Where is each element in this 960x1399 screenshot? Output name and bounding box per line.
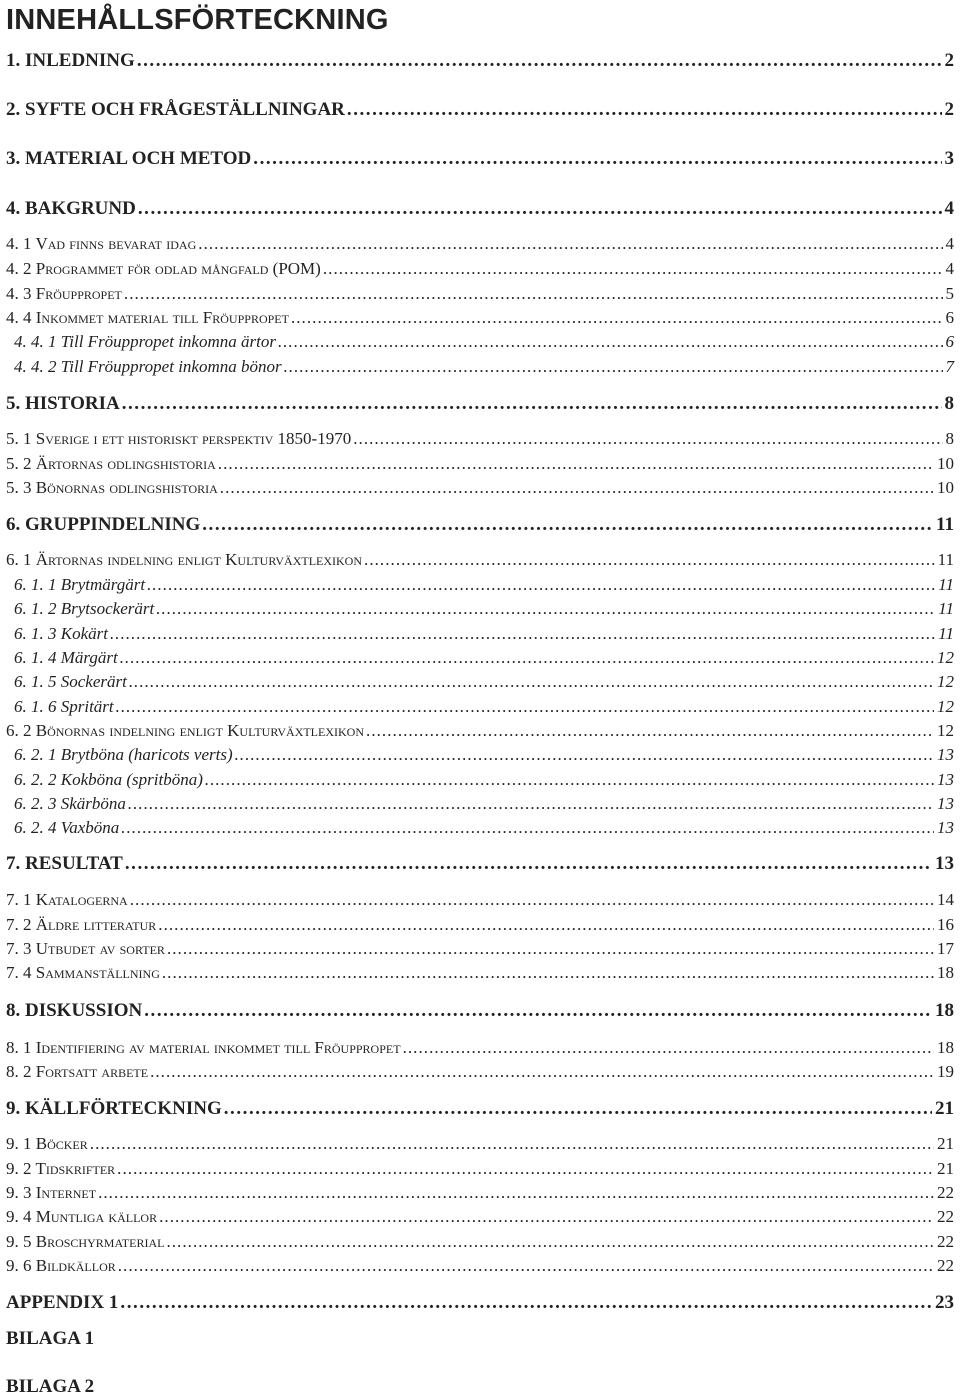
- toc-entry[interactable]: [6, 198, 954, 222]
- toc-entry-label: 4. 4. 2 Till Fröuppropet inkomna bönor: [14, 357, 282, 376]
- toc-entry-label: 5. 3 Bönornas odlingshistoria: [6, 478, 218, 497]
- toc-entry-page: 16: [937, 915, 954, 934]
- toc-entry[interactable]: [6, 1134, 954, 1158]
- toc-entry[interactable]: [6, 1098, 954, 1122]
- toc-leader-dots: [125, 853, 932, 875]
- bilaga-2-label: BILAGA 2: [6, 1376, 95, 1397]
- toc-entry-page: 14: [937, 890, 954, 909]
- toc-entry-label: 4. 1 Vad finns bevarat idag: [6, 234, 197, 253]
- toc-entry[interactable]: [6, 308, 954, 332]
- toc-entry[interactable]: [6, 259, 954, 283]
- toc-leader-dots: [167, 939, 934, 959]
- toc-leader-dots: [218, 454, 934, 474]
- toc-leader-dots: [159, 1207, 934, 1227]
- toc-leader-dots: [253, 148, 941, 170]
- toc-entry-page: 21: [935, 1098, 954, 1119]
- toc-entry[interactable]: [6, 454, 954, 478]
- toc-entry[interactable]: [6, 1232, 954, 1256]
- toc-leader-dots: [128, 794, 934, 814]
- toc-entry-label: 6. 2 Bönornas indelning enligt Kulturväxtlexikon: [6, 721, 365, 740]
- toc-entry[interactable]: [6, 853, 954, 877]
- toc-leader-dots: [347, 99, 942, 121]
- toc-leader-dots: [130, 890, 934, 910]
- toc-leader-dots: [124, 284, 943, 304]
- toc-leader-dots: [202, 514, 933, 536]
- toc-entry[interactable]: [6, 429, 954, 453]
- toc-entry-page: 8: [944, 393, 954, 414]
- toc-leader-dots: [158, 915, 934, 935]
- toc-entry-page: 11: [938, 599, 954, 618]
- toc-entry-label: 4. BAKGRUND: [6, 198, 136, 219]
- toc-entry-label: 6. 1. 5 Sockerärt: [14, 672, 127, 691]
- toc-entry-page: 12: [937, 697, 954, 716]
- toc-leader-dots: [121, 818, 934, 838]
- toc-entry[interactable]: [6, 393, 954, 417]
- toc-entry-label: 5. HISTORIA: [6, 393, 120, 414]
- toc-entry-label: 9. KÄLLFÖRTECKNING: [6, 1098, 222, 1119]
- toc-entry-page: 4: [945, 259, 954, 278]
- toc-entry-label: 8. DISKUSSION: [6, 1000, 143, 1021]
- toc-leader-dots: [323, 259, 943, 279]
- toc-entry-label: 7. 2 Äldre litteratur: [6, 915, 157, 934]
- toc-entry[interactable]: [6, 1159, 954, 1183]
- toc-entry[interactable]: [14, 357, 954, 381]
- toc-leader-dots: [162, 963, 934, 983]
- toc-entry-label: 9. 1 Böcker: [6, 1134, 88, 1153]
- toc-entry-page: 6: [945, 308, 954, 327]
- toc-entry-page: 12: [937, 648, 954, 667]
- toc-entry-page: 22: [937, 1256, 954, 1275]
- toc-entry-label: 7. 4 Sammanställning: [6, 963, 160, 982]
- toc-leader-dots: [205, 770, 934, 790]
- toc-heading: INNEHÅLLSFÖRTECKNING: [6, 4, 389, 36]
- toc-entry[interactable]: [6, 284, 954, 308]
- toc-entry-label: 5. 1 Sverige i ett historiskt perspektiv 1850-1970: [6, 429, 352, 448]
- toc-leader-dots: [120, 1292, 932, 1314]
- toc-entry-label: 4. 2 Programmet för odlad mångfald (POM): [6, 259, 321, 278]
- toc-entry[interactable]: [14, 745, 954, 769]
- toc-entry-label: 7. 3 Utbudet av sorter: [6, 939, 165, 958]
- toc-entry-label: 6. 1. 2 Brytsockerärt: [14, 599, 155, 618]
- toc-leader-dots: [147, 575, 935, 595]
- toc-entry-page: 13: [937, 794, 954, 813]
- toc-entry[interactable]: [6, 514, 954, 538]
- toc-entry-label: 9. 4 Muntliga källor: [6, 1207, 158, 1226]
- toc-entry[interactable]: [6, 1183, 954, 1207]
- toc-entry-label: 4. 3 Fröuppropet: [6, 284, 122, 303]
- toc-entry-page: 2: [944, 99, 954, 120]
- toc-entry-label: 6. 1. 6 Spritärt: [14, 697, 114, 716]
- toc-entry-page: 4: [944, 198, 954, 219]
- toc-entry-label: 6. 1. 4 Märgärt: [14, 648, 118, 667]
- toc-entry[interactable]: [6, 1038, 954, 1062]
- toc-leader-dots: [403, 1038, 934, 1058]
- toc-entry-page: 13: [937, 818, 954, 837]
- toc-entry-page: 17: [937, 939, 954, 958]
- toc-entry-page: 12: [937, 721, 954, 740]
- toc-entry-page: 22: [937, 1207, 954, 1226]
- toc-entry-label: 6. 2. 2 Kokböna (spritböna): [14, 770, 203, 789]
- toc-entry[interactable]: [6, 550, 954, 574]
- toc-entry[interactable]: [14, 794, 954, 818]
- toc-entry-page: 11: [938, 575, 954, 594]
- toc-entry-page: 4: [945, 234, 954, 253]
- toc-entry-page: 21: [937, 1159, 954, 1178]
- toc-leader-dots: [278, 332, 943, 352]
- toc-leader-dots: [90, 1134, 934, 1154]
- toc-entry[interactable]: [6, 915, 954, 939]
- toc-entry-label: 8. 2 Fortsatt arbete: [6, 1062, 149, 1081]
- toc-entry[interactable]: [14, 332, 954, 356]
- toc-entry-page: 18: [937, 963, 954, 982]
- toc-entry-label: 4. 4 Inkommet material till Fröuppropet: [6, 308, 289, 327]
- toc-entry-page: 11: [936, 514, 954, 535]
- toc-entry[interactable]: [14, 672, 954, 696]
- toc-entry-page: 6: [945, 332, 954, 351]
- toc-entry-label: 4. 4. 1 Till Fröuppropet inkomna ärtor: [14, 332, 276, 351]
- toc-entry-label: 7. 1 Katalogerna: [6, 890, 128, 909]
- toc-entry-label: 6. 2. 1 Brytböna (haricots verts): [14, 745, 233, 764]
- toc-entry-label: 9. 6 Bildkällor: [6, 1256, 116, 1275]
- toc-entry-page: 21: [937, 1134, 954, 1153]
- toc-entry-label: 6. GRUPPINDELNING: [6, 514, 201, 535]
- toc-entry-label: 6. 1. 3 Kokärt: [14, 624, 108, 643]
- toc-leader-dots: [118, 1256, 934, 1276]
- toc-entry-label: 6. 2. 4 Vaxböna: [14, 818, 120, 837]
- toc-entry-label: 6. 1 Ärtornas indelning enligt Kulturväxtlexikon: [6, 550, 363, 569]
- toc-entry-page: 13: [937, 745, 954, 764]
- toc-leader-dots: [366, 721, 934, 741]
- toc-entry[interactable]: [6, 1000, 954, 1024]
- toc-entry-label: 2. SYFTE OCH FRÅGESTÄLLNINGAR: [6, 99, 345, 120]
- toc-entry[interactable]: [6, 1062, 954, 1086]
- toc-entry[interactable]: [6, 478, 954, 502]
- toc-entry[interactable]: [6, 148, 954, 172]
- toc-entry[interactable]: [6, 234, 954, 258]
- toc-entry-label: 9. 3 Internet: [6, 1183, 97, 1202]
- toc-leader-dots: [291, 308, 943, 328]
- toc-entry[interactable]: [14, 624, 954, 648]
- toc-entry-label: 1. INLEDNING: [6, 50, 135, 71]
- toc-leader-dots: [284, 357, 943, 377]
- toc-entry-page: 18: [937, 1038, 954, 1057]
- toc-entry-page: 13: [935, 853, 954, 874]
- toc-leader-dots: [166, 1232, 934, 1252]
- toc-leader-dots: [364, 550, 935, 570]
- toc-entry-label: 6. 2. 3 Skärböna: [14, 794, 126, 813]
- toc-leader-dots: [353, 429, 942, 449]
- toc-entry-label: 6. 1. 1 Brytmärgärt: [14, 575, 146, 594]
- toc-leader-dots: [122, 393, 942, 415]
- toc-leader-dots: [137, 50, 942, 72]
- toc-entry-label: 5. 2 Ärtornas odlingshistoria: [6, 454, 216, 473]
- toc-entry-label: APPENDIX 1: [6, 1292, 119, 1313]
- toc-entry[interactable]: [14, 575, 954, 599]
- toc-entry-label: 9. 2 Tidskrifter: [6, 1159, 116, 1178]
- bilaga-1-label: BILAGA 1: [6, 1328, 95, 1349]
- toc-entry-page: 3: [944, 148, 954, 169]
- toc-entry-page: 22: [937, 1232, 954, 1251]
- toc-entry-page: 22: [937, 1183, 954, 1202]
- toc-entry-page: 10: [937, 454, 954, 473]
- toc-leader-dots: [198, 234, 942, 254]
- toc-entry[interactable]: [14, 599, 954, 623]
- toc-entry-label: 8. 1 Identifiering av material inkommet till Fröuppropet: [6, 1038, 401, 1057]
- toc-entry-label: 3. MATERIAL OCH METOD: [6, 148, 252, 169]
- toc-leader-dots: [110, 624, 935, 644]
- toc-entry-page: 18: [935, 1000, 954, 1021]
- toc-entry-page: 7: [945, 357, 954, 376]
- toc-entry-label: 9. 5 Broschyrmaterial: [6, 1232, 165, 1251]
- toc-leader-dots: [235, 745, 934, 765]
- toc-entry[interactable]: [6, 963, 954, 987]
- toc-entry[interactable]: [14, 648, 954, 672]
- toc-leader-dots: [117, 1159, 934, 1179]
- toc-entry-page: 12: [937, 672, 954, 691]
- toc-entry-page: 10: [937, 478, 954, 497]
- toc-entry-page: 19: [937, 1062, 954, 1081]
- toc-leader-dots: [138, 198, 942, 220]
- toc-leader-dots: [98, 1183, 934, 1203]
- toc-entry[interactable]: [14, 818, 954, 842]
- toc-entry-page: 8: [945, 429, 954, 448]
- toc-leader-dots: [144, 1000, 932, 1022]
- toc-entry[interactable]: [6, 1292, 954, 1316]
- toc-leader-dots: [129, 672, 934, 692]
- toc-leader-dots: [224, 1098, 932, 1120]
- toc-leader-dots: [116, 697, 934, 717]
- toc-entry[interactable]: [6, 721, 954, 745]
- toc-leader-dots: [156, 599, 935, 619]
- toc-entry[interactable]: [6, 890, 954, 914]
- toc-entry[interactable]: [6, 50, 954, 74]
- toc-entry-page: 23: [935, 1292, 954, 1313]
- toc-entry-page: 11: [937, 550, 954, 569]
- toc-entry[interactable]: [14, 697, 954, 721]
- toc-entry[interactable]: [14, 770, 954, 794]
- toc-leader-dots: [220, 478, 934, 498]
- toc-leader-dots: [120, 648, 934, 668]
- toc-entry[interactable]: [6, 99, 954, 123]
- toc-entry-label: 7. RESULTAT: [6, 853, 123, 874]
- toc-entry[interactable]: [6, 1256, 954, 1280]
- toc-entry[interactable]: [6, 939, 954, 963]
- toc-entry-page: 2: [944, 50, 954, 71]
- toc-entry-page: 11: [938, 624, 954, 643]
- toc-entry-page: 13: [937, 770, 954, 789]
- toc-leader-dots: [150, 1062, 934, 1082]
- toc-entry[interactable]: [6, 1207, 954, 1231]
- toc-entry-page: 5: [945, 284, 954, 303]
